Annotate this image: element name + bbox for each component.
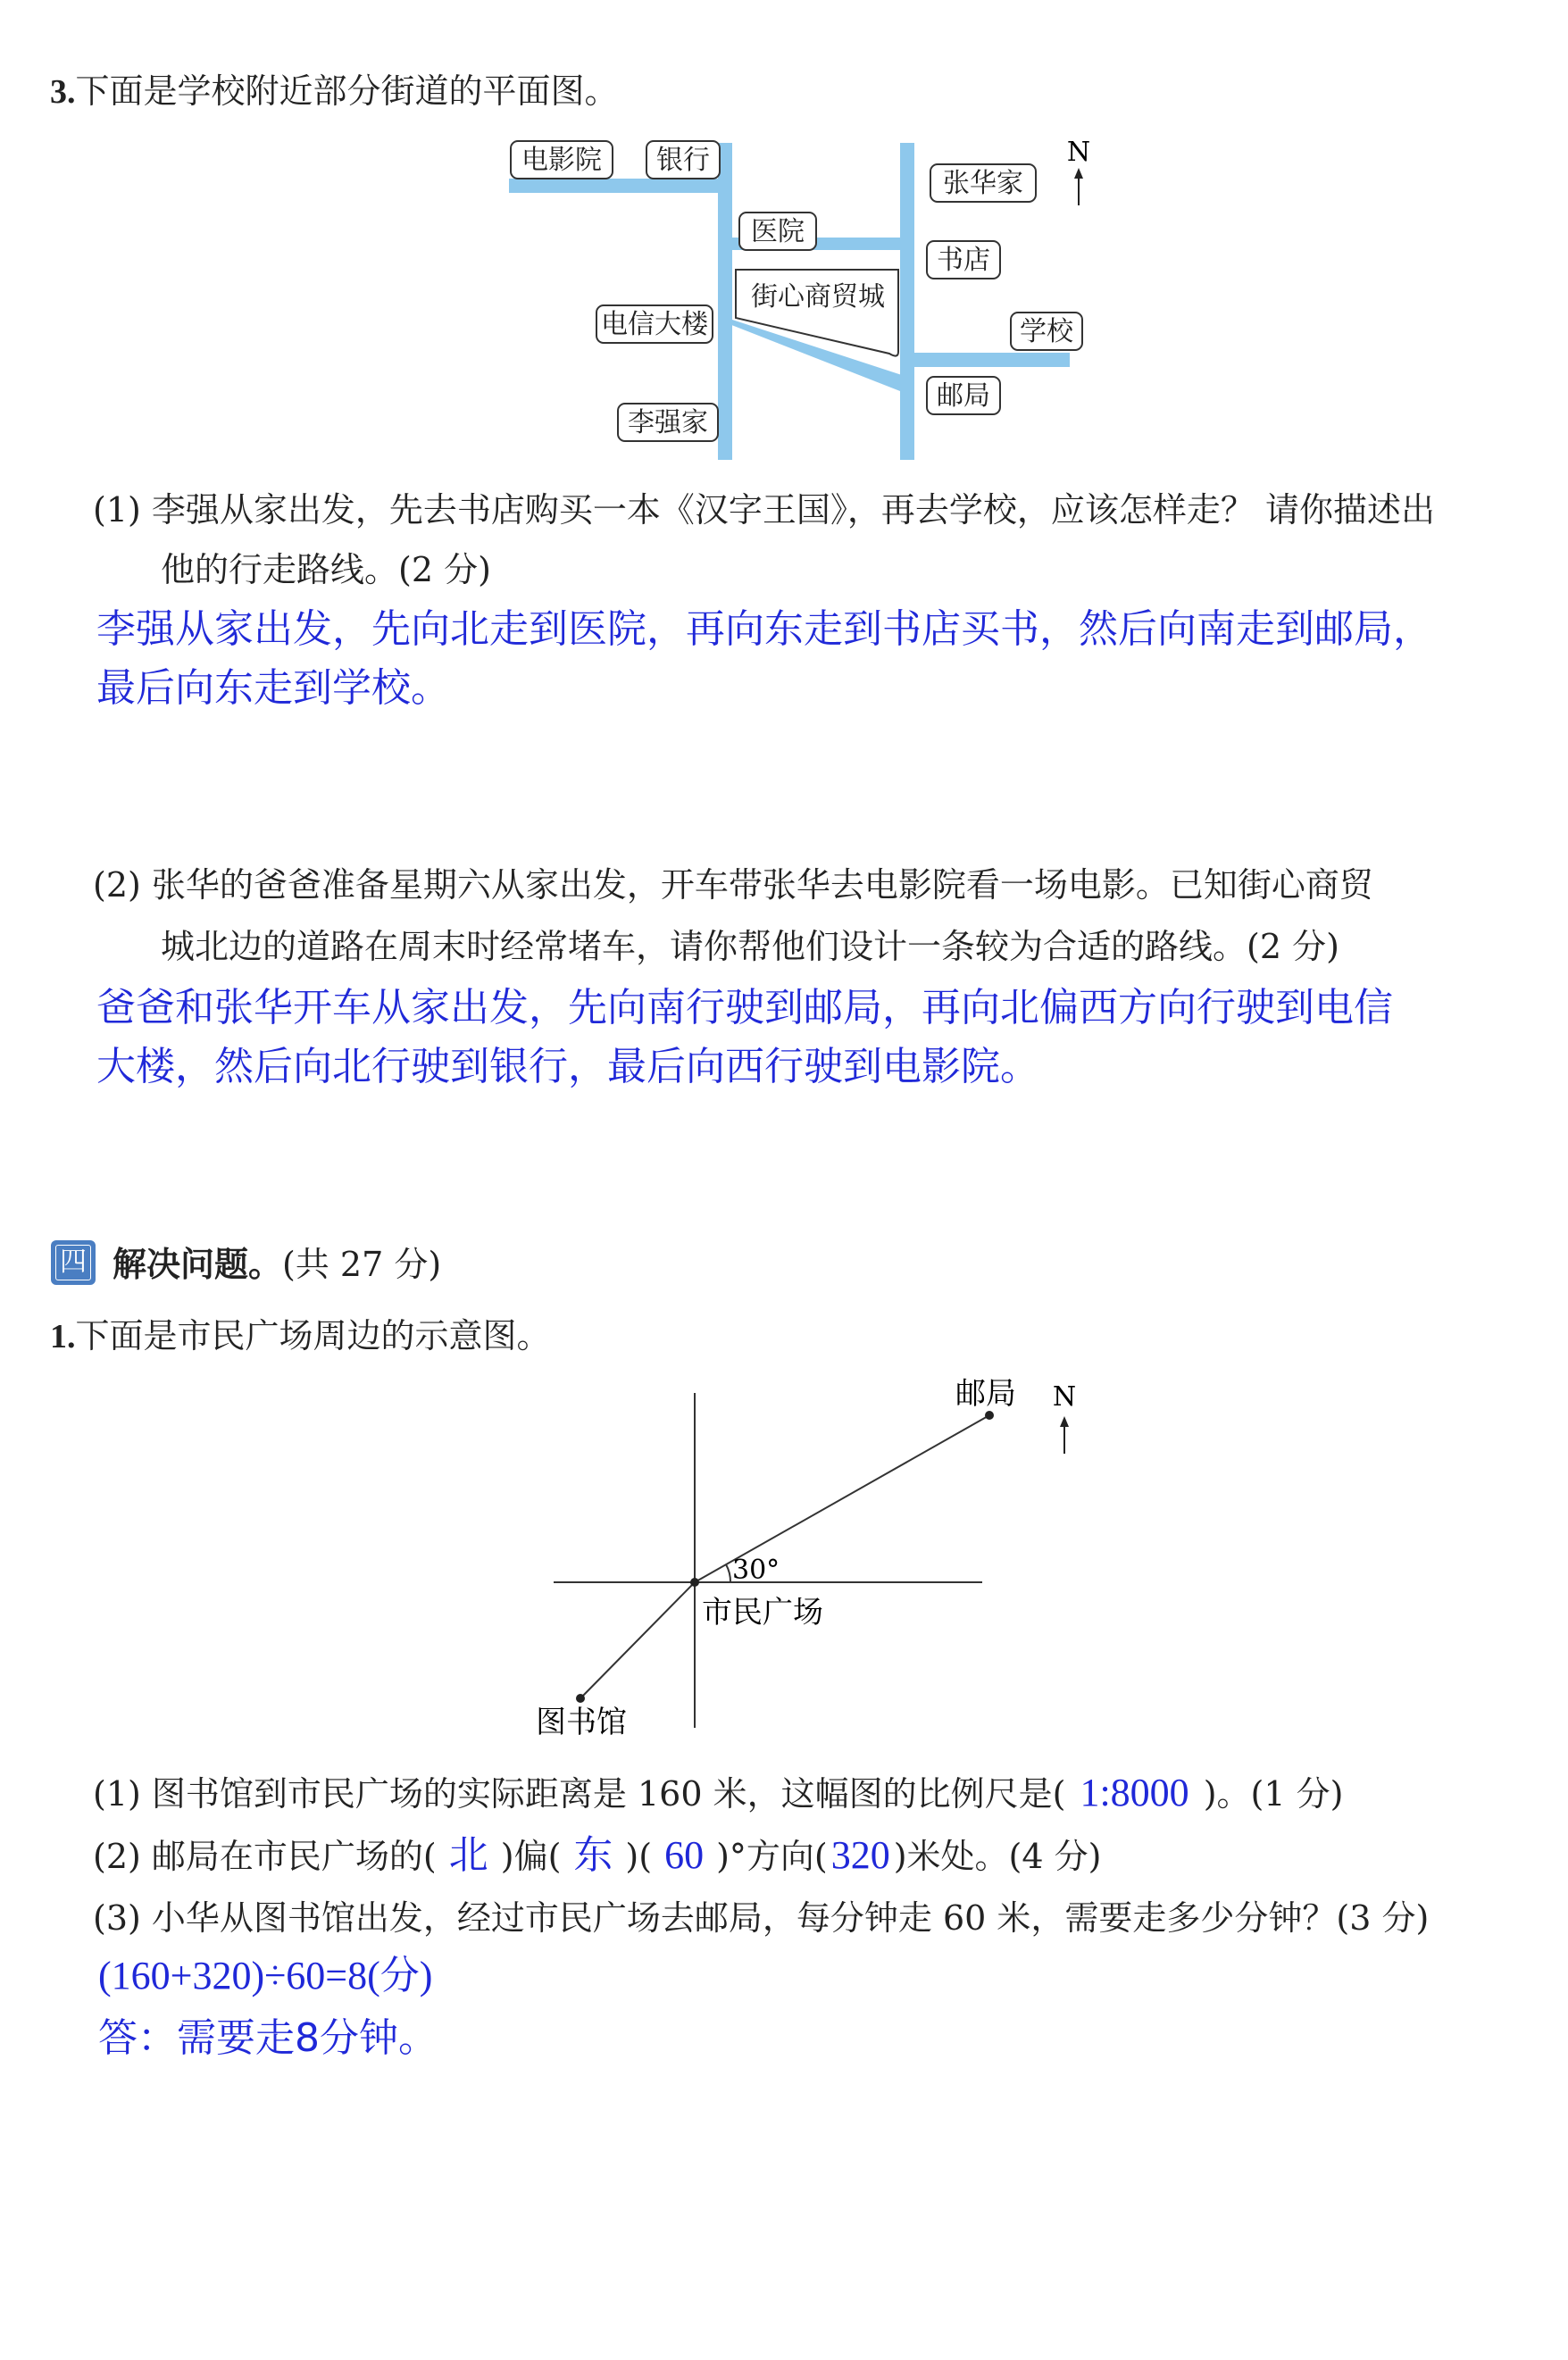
p1-sub1-text-b: )。(1 分): [1203, 1774, 1344, 1814]
library-label: 图书馆: [536, 1705, 627, 1740]
p1-sub1-blank: 1:8000: [1080, 1771, 1189, 1814]
q3-sub2-answer2: 大楼，然后向北行驶到银行，最后向西行驶到电影院。: [96, 1044, 1039, 1089]
q3-sub2-label: (2): [93, 865, 141, 905]
q3-sub1-line2: 他的行走路线。(2 分): [161, 550, 491, 589]
road-east-vertical: [900, 143, 914, 460]
road-west-vertical: [718, 143, 732, 460]
north-label: N: [1052, 1381, 1077, 1413]
square-diagram: [536, 1366, 1107, 1759]
p1-sub2-t3: )(: [625, 1837, 653, 1876]
q3-number: 3.: [50, 73, 76, 111]
q3-title: 下面是学校附近部分街道的平面图。: [75, 71, 619, 111]
section-badge: [51, 1240, 96, 1285]
p1-sub3-label: (3): [93, 1898, 141, 1938]
mall-label: 街心商贸城: [751, 281, 885, 313]
angle-arc: [726, 1564, 730, 1582]
post-point: [985, 1411, 994, 1420]
p1-sub2-blank-distance: 320: [830, 1833, 890, 1877]
p1-sub3-formula: (160+320)÷60=8(分): [98, 1954, 433, 1997]
road-east-horizontal: [900, 353, 1070, 367]
school-label: 学校: [1020, 316, 1073, 347]
p1-sub2-blank-angle: 60: [664, 1833, 705, 1877]
north-arrow: [1053, 1381, 1076, 1454]
street-map: [500, 125, 1107, 464]
p1-sub2-t4: )°方向(: [716, 1837, 828, 1876]
line-to-library: [580, 1582, 695, 1698]
section-title-row: [113, 1241, 441, 1288]
p1-sub2: [93, 1832, 1101, 1880]
p1-sub2-blank-offset: 东: [573, 1833, 613, 1877]
p1-sub3: [93, 1895, 1429, 1941]
q3-header: [50, 68, 619, 115]
p1-sub1-text-a: 图书馆到市民广场的实际距离是 160 米，这幅图的比例尺是(: [151, 1774, 1066, 1814]
q3-sub1-line1: [93, 487, 1435, 533]
p1-sub2-label: (2): [93, 1837, 141, 1876]
p1-header: [50, 1313, 551, 1360]
library-point: [576, 1694, 585, 1703]
cinema-label: 电影院: [521, 145, 602, 176]
post-label: 邮局: [937, 380, 990, 412]
q3-sub1-answer1: 李强从家出发，先向北走到医院，再向东走到书店买书，然后向南走到邮局，: [96, 606, 1432, 652]
square-label: 市民广场: [702, 1595, 823, 1630]
section-points: (共 27 分): [282, 1245, 442, 1284]
p1-number: 1.: [50, 1318, 76, 1355]
north-label: N: [1066, 137, 1091, 168]
q3-sub1-answer2: 最后向东走到学校。: [96, 665, 450, 711]
post-label: 邮局: [955, 1376, 1016, 1412]
zhanghua-home-label: 张华家: [943, 168, 1023, 199]
p1-sub1-label: (1): [93, 1774, 141, 1814]
square-point: [690, 1578, 699, 1587]
p1-sub2-t5: )米处。(4 分): [893, 1837, 1102, 1876]
hospital-label: 医院: [751, 216, 805, 247]
bank-label: 银行: [656, 145, 710, 176]
q3-sub2-answer1: 爸爸和张华开车从家出发，先向南行驶到邮局，再向北偏西方向行驶到电信: [96, 985, 1393, 1030]
road-north-west: [509, 179, 732, 193]
north-arrow: [1067, 137, 1090, 205]
q3-sub2-text1: 张华的爸爸准备星期六从家出发，开车带张华去电影院看一场电影。已知街心商贸: [151, 865, 1373, 905]
p1-sub1: [93, 1770, 1343, 1817]
liqiang-home-label: 李强家: [628, 407, 708, 438]
q3-sub2-line2: 城北边的道路在周末时经常堵车，请你帮他们设计一条较为合适的路线。(2 分): [161, 927, 1339, 966]
p1-sub2-t2: )偏(: [500, 1837, 562, 1876]
section-title: 解决问题。: [113, 1245, 283, 1284]
p1-sub3-answer: 答：需要走8分钟。: [98, 2015, 438, 2061]
telecom-label: 电信大楼: [601, 309, 708, 340]
p1-title: 下面是市民广场周边的示意图。: [75, 1316, 551, 1355]
bookstore-label: 书店: [937, 245, 990, 276]
p1-sub2-t1: 邮局在市民广场的(: [151, 1837, 437, 1876]
p1-sub3-text: 小华从图书馆出发，经过市民广场去邮局，每分钟走 60 米，需要走多少分钟？(3 分): [151, 1898, 1430, 1938]
p1-sub2-blank-direction: 北: [448, 1833, 488, 1877]
q3-sub2-line1: [93, 862, 1373, 908]
angle-label: 30°: [732, 1555, 780, 1586]
q3-sub1-label: (1): [93, 490, 141, 530]
q3-sub1-text1: 李强从家出发，先去书店购买一本《汉字王国》，再去学校，应该怎样走？ 请你描述出: [151, 490, 1436, 530]
section-badge-text: 四: [55, 1245, 91, 1280]
